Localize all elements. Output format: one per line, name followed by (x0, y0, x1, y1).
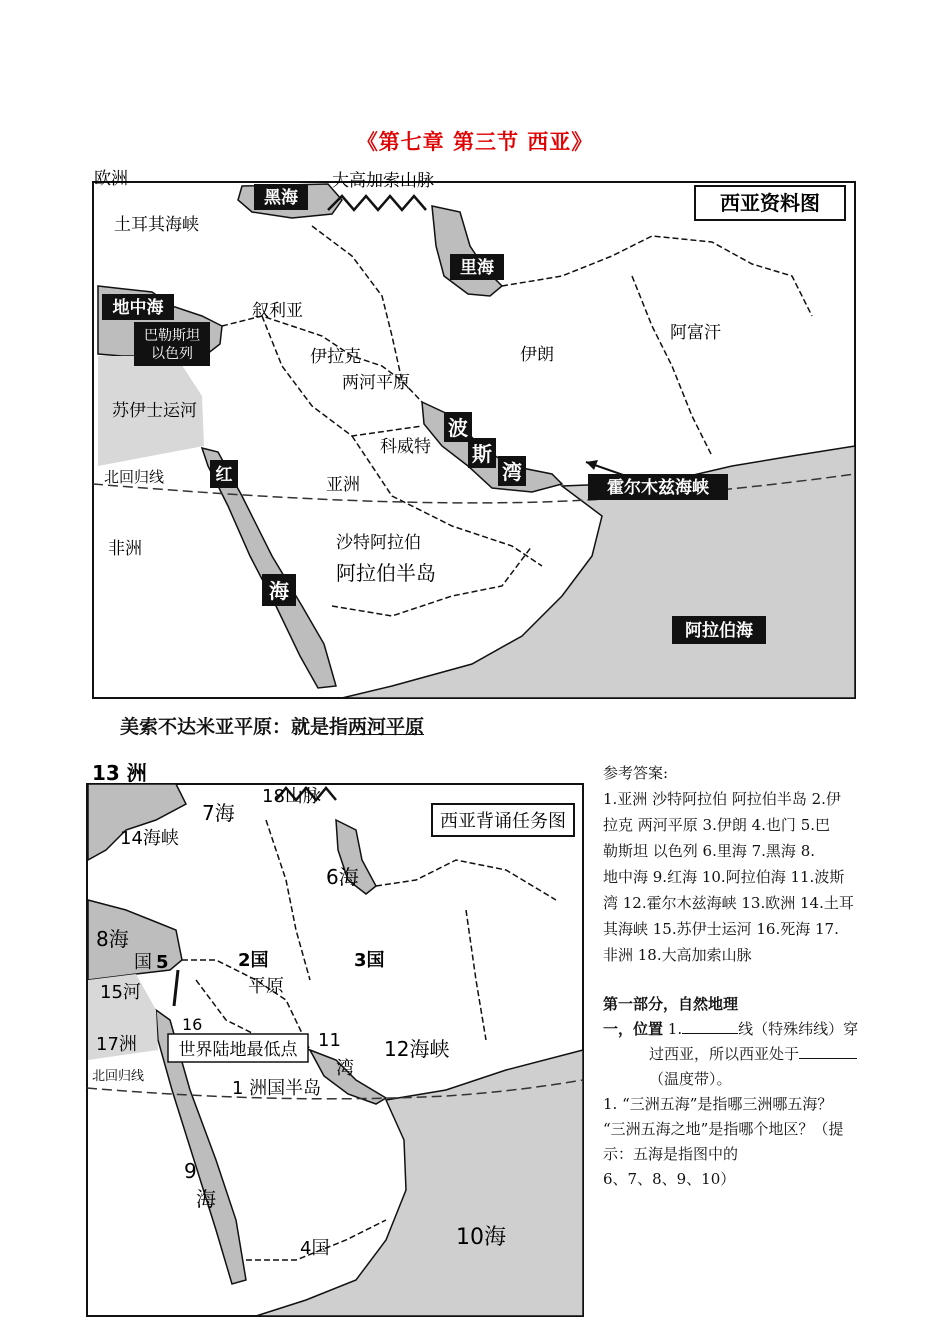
label-12: 12海峡 (384, 1037, 450, 1061)
label-10: 10海 (456, 1225, 506, 1250)
hormuz-label: 霍尔木兹海峡 (607, 478, 709, 498)
label-11: 11 (318, 1030, 341, 1051)
answers-heading: 参考答案: (603, 764, 669, 782)
mesopotamia-label: 两河平原 (342, 373, 410, 393)
q2-line-1: 1. “三洲五海”是指哪三洲哪五海？ (603, 1095, 833, 1113)
answer-line: 地中海 9.红海 10.阿拉伯海 11.波斯 (603, 868, 845, 886)
turkish-straits-label: 土耳其海峡 (114, 215, 199, 235)
syria-label: 叙利亚 (252, 301, 303, 321)
africa-label: 非洲 (108, 539, 142, 559)
label-2-plain: 平原 (248, 976, 284, 997)
fill-blank-1[interactable] (682, 1019, 738, 1034)
mesopotamia-caption (120, 712, 424, 739)
reference-map-graphic (92, 166, 858, 700)
label-7: 7海 (202, 801, 235, 825)
label-guo: 国 (134, 952, 152, 973)
gulf-char-si: 斯 (472, 442, 492, 466)
label-3: 3国 (354, 950, 385, 971)
position-label: 一，位置 (603, 1020, 664, 1038)
label-1: 1 洲国半岛 (232, 1078, 322, 1099)
caucasus-label: 大高加索山脉 (332, 171, 434, 191)
arabian-peninsula-label: 阿拉伯半岛 (336, 561, 436, 585)
label-15: 15河 (100, 982, 141, 1003)
west-asia-task-map (86, 760, 586, 1318)
label-9-number: 9 (184, 1159, 197, 1183)
caspian-label: 里海 (460, 258, 494, 278)
q1-text-2: 过西亚，所以西亚处于 (649, 1045, 800, 1063)
iraq-label: 伊拉克 (310, 347, 361, 367)
red-char-label: 红 (215, 465, 233, 485)
label-5: 5 (156, 952, 169, 973)
kuwait-label: 科威特 (380, 437, 431, 457)
label-8: 8海 (96, 927, 129, 951)
answer-line: 拉克 两河平原 3.伊朗 4.也门 5.巴 (603, 816, 831, 834)
label-16: 16 (182, 1015, 203, 1034)
q2-line-3: 示：五海是指图中的 (603, 1145, 739, 1163)
map2-title: 西亚背诵任务图 (440, 811, 566, 832)
part-title: 第一部分，自然地理 (603, 995, 739, 1013)
caption-underlined: 两河平原 (348, 716, 425, 738)
label-2-country: 2国 (238, 950, 269, 971)
label-13: 13 洲 (92, 761, 147, 785)
page-title: 《第七章 第三节 西亚》 (356, 129, 594, 154)
arabian-sea-label: 阿拉伯海 (685, 621, 753, 641)
tropic-label-map2: 北回归线 (92, 1069, 145, 1084)
tropic-label-map1: 北回归线 (104, 468, 165, 486)
asia-label: 亚洲 (326, 475, 360, 495)
israel-label: 以色列 (151, 346, 193, 362)
saudi-label: 沙特阿拉伯 (336, 533, 421, 553)
mediterranean-label: 地中海 (112, 298, 164, 318)
answer-line: 1.亚洲 沙特阿拉伯 阿拉伯半岛 2.伊 (603, 790, 841, 808)
answer-line: 湾 12.霍尔木兹海峡 13.欧洲 14.土耳 (603, 894, 854, 912)
map1-title: 西亚资料图 (720, 191, 820, 215)
lowest-point-label: 世界陆地最低点 (178, 1040, 298, 1060)
europe-label: 欧洲 (94, 169, 128, 189)
label-9-sea: 海 (196, 1187, 216, 1211)
label-18: 18山脉 (262, 786, 321, 807)
q2-line-4: 6、7、8、9、10） (603, 1170, 736, 1188)
label-4: 4国 (300, 1238, 330, 1259)
task-map-graphic (86, 760, 586, 1318)
reference-answers (603, 760, 895, 968)
fill-blank-2[interactable] (799, 1044, 857, 1059)
answer-line: 其海峡 15.苏伊士运河 16.死海 17. (603, 920, 839, 938)
label-gulf: 湾 (336, 1058, 354, 1079)
label-17: 17洲 (96, 1034, 137, 1055)
gulf-char-wan: 湾 (502, 460, 522, 484)
afghanistan-label: 阿富汗 (670, 323, 721, 343)
label-6: 6海 (326, 865, 359, 889)
palestine-label: 巴勒斯坦 (144, 328, 200, 344)
q1-number: 1. (667, 1020, 683, 1038)
sea-char-label: 海 (269, 579, 289, 603)
west-asia-reference-map (92, 166, 858, 700)
q2-line-2: “三洲五海之地”是指哪个地区？（提 (603, 1120, 844, 1138)
label-14: 14海峡 (120, 828, 179, 849)
suez-label: 苏伊士运河 (112, 401, 197, 421)
iran-label: 伊朗 (520, 345, 554, 365)
answer-line: 勒斯坦 以色列 6.里海 7.黑海 8. (603, 842, 816, 860)
q1-text: 线（特殊纬线）穿 (738, 1020, 859, 1038)
caption-prefix: 美索不达米亚平原：就是指 (120, 716, 349, 738)
physical-geography-section (603, 992, 895, 1192)
gulf-char-bo: 波 (448, 416, 468, 440)
answer-line: 非洲 18.大高加索山脉 (603, 946, 752, 964)
q1-text-3: （温度带）。 (649, 1070, 732, 1088)
black-sea-label: 黑海 (264, 188, 298, 208)
